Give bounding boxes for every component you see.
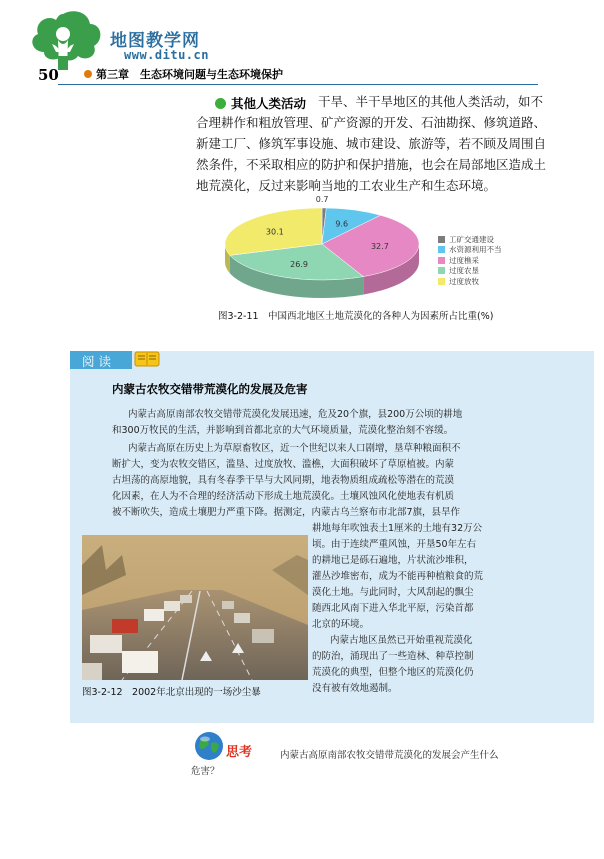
legend-swatch [438,278,445,285]
reading-line: 内蒙古地区虽然已开始重视荒漠化 [330,635,473,646]
legend-item [438,234,502,245]
reading-line: 没有被有效地遏制。 [312,683,398,694]
pie-value-label: 9.6 [335,219,349,229]
reading-line: 被不断吹失，造成土壤肥力严重下降。据测定，内蒙古乌兰察布市北部7旗，县旱作 [112,507,461,518]
site-url: www.ditu.cn [124,48,209,62]
paragraph-line: 然条件，不采取相应的防护和保护措施，也会在局部地区造成土 [196,157,547,172]
paragraph-line: 地荒漠化，反过来影响当地的工农业生产和生态环境。 [196,178,497,193]
reading-line: 化因素，在人为不合理的经济活动下形成土地荒漠化。土壤风蚀风化使地表有机质 [112,491,455,502]
think-question-continued: 危害？ [191,766,220,777]
reading-line: 内蒙古高原南部农牧交错带荒漠化发展迅速，危及20个旗，县200万公顷的耕地 [128,409,463,420]
page-number: 50 [38,66,59,84]
paragraph-heading: 其他人类活动 [231,96,307,111]
paragraph-line: 干旱、半干旱地区的其他人类活动，如不 [318,94,544,109]
reading-line: 的耕地已是砾石遍地，片状流沙堆积， [312,555,474,566]
book-icon [134,350,160,368]
reading-line: 断扩大，变为农牧交错区，滥垦、过度放牧、滥樵，大面积破坏了草原植被。内蒙 [112,459,455,470]
legend-item [438,245,502,256]
chart-caption: 图3-2-11 中国西北地区土地荒漠化的各种人为因素所占比重(%) [218,311,494,322]
sandstorm-photo [82,535,308,680]
legend-label: 过度樵采 [449,255,479,265]
reading-line: 古坦荡的高原地貌，具有冬春季干旱与大风同期，地表物质组成疏松等潜在的荒漠 [112,475,455,486]
pie-chart [222,195,432,310]
reading-line: 耕地每年吹蚀表土1厘米的土地有32万公 [312,523,483,534]
legend-item [438,266,502,277]
reading-line: 顷。由于连续严重风蚀，开垦50年左右 [312,539,477,550]
legend-swatch [438,246,445,253]
legend-label: 过度农垦 [449,266,479,276]
photo-caption: 图3-2-12 2002年北京出现的一场沙尘暴 [82,687,261,698]
reading-line: 灌丛沙堆密布，成为不能再种植粮食的荒 [312,571,484,582]
legend-swatch [438,267,445,274]
reading-label: 阅读 [82,354,116,369]
paragraph-line: 合理耕作和粗放管理、矿产资源的开发、石油勘探、修筑道路、 [196,115,547,130]
think-question: 内蒙古高原南部农牧交错带荒漠化的发展会产生什么 [280,750,499,761]
legend-label: 过度放牧 [449,276,479,286]
pie-value-label: 26.9 [290,259,308,269]
reading-line: 北京的环境。 [312,619,370,630]
reading-line: 荒漠化的典型，但整个地区的荒漠化仍 [312,667,474,678]
pie-value-label: 30.1 [265,227,284,237]
chapter-bullet-icon [84,70,92,78]
header-divider [58,84,538,85]
legend-swatch [438,236,445,243]
think-label: 思考 [226,745,253,760]
legend-item [438,255,502,266]
legend-label: 工矿交通建设 [449,234,494,244]
chapter-title: 第三章 生态环境问题与生态环境保护 [96,68,283,81]
tree-logo-icon [22,8,104,76]
reading-line: 和300万牧民的生活，并影响到首都北京的大气环境质量，荒漠化整治刻不容缓。 [112,425,454,436]
pie-value-label: 0.7 [315,195,329,205]
paragraph-line: 新建工厂、修筑军事设施、城市建设、旅游等，若不顾及周围自 [196,136,547,151]
reading-line: 的防治，涌现出了一些造林、种草控制 [312,651,474,662]
reading-line: 漠化土地。与此同时，大风刮起的飘尘 [312,587,474,598]
reading-line: 随西北风南下进入华北平原，污染首都 [312,603,474,614]
chart-legend [438,234,502,287]
legend-item [438,276,502,287]
reading-line: 内蒙古高原在历史上为草原畜牧区，近一个世纪以来人口剧增，垦草种粮面积不 [128,443,461,454]
site-name: 地图教学网 [110,31,200,51]
reading-title: 内蒙古农牧交错带荒漠化的发展及危害 [112,382,308,396]
paragraph-bullet-icon [215,98,226,109]
pie-value-label: 32.7 [370,242,389,252]
legend-label: 水资源利用不当 [449,245,502,255]
legend-swatch [438,257,445,264]
globe-icon [194,731,224,761]
